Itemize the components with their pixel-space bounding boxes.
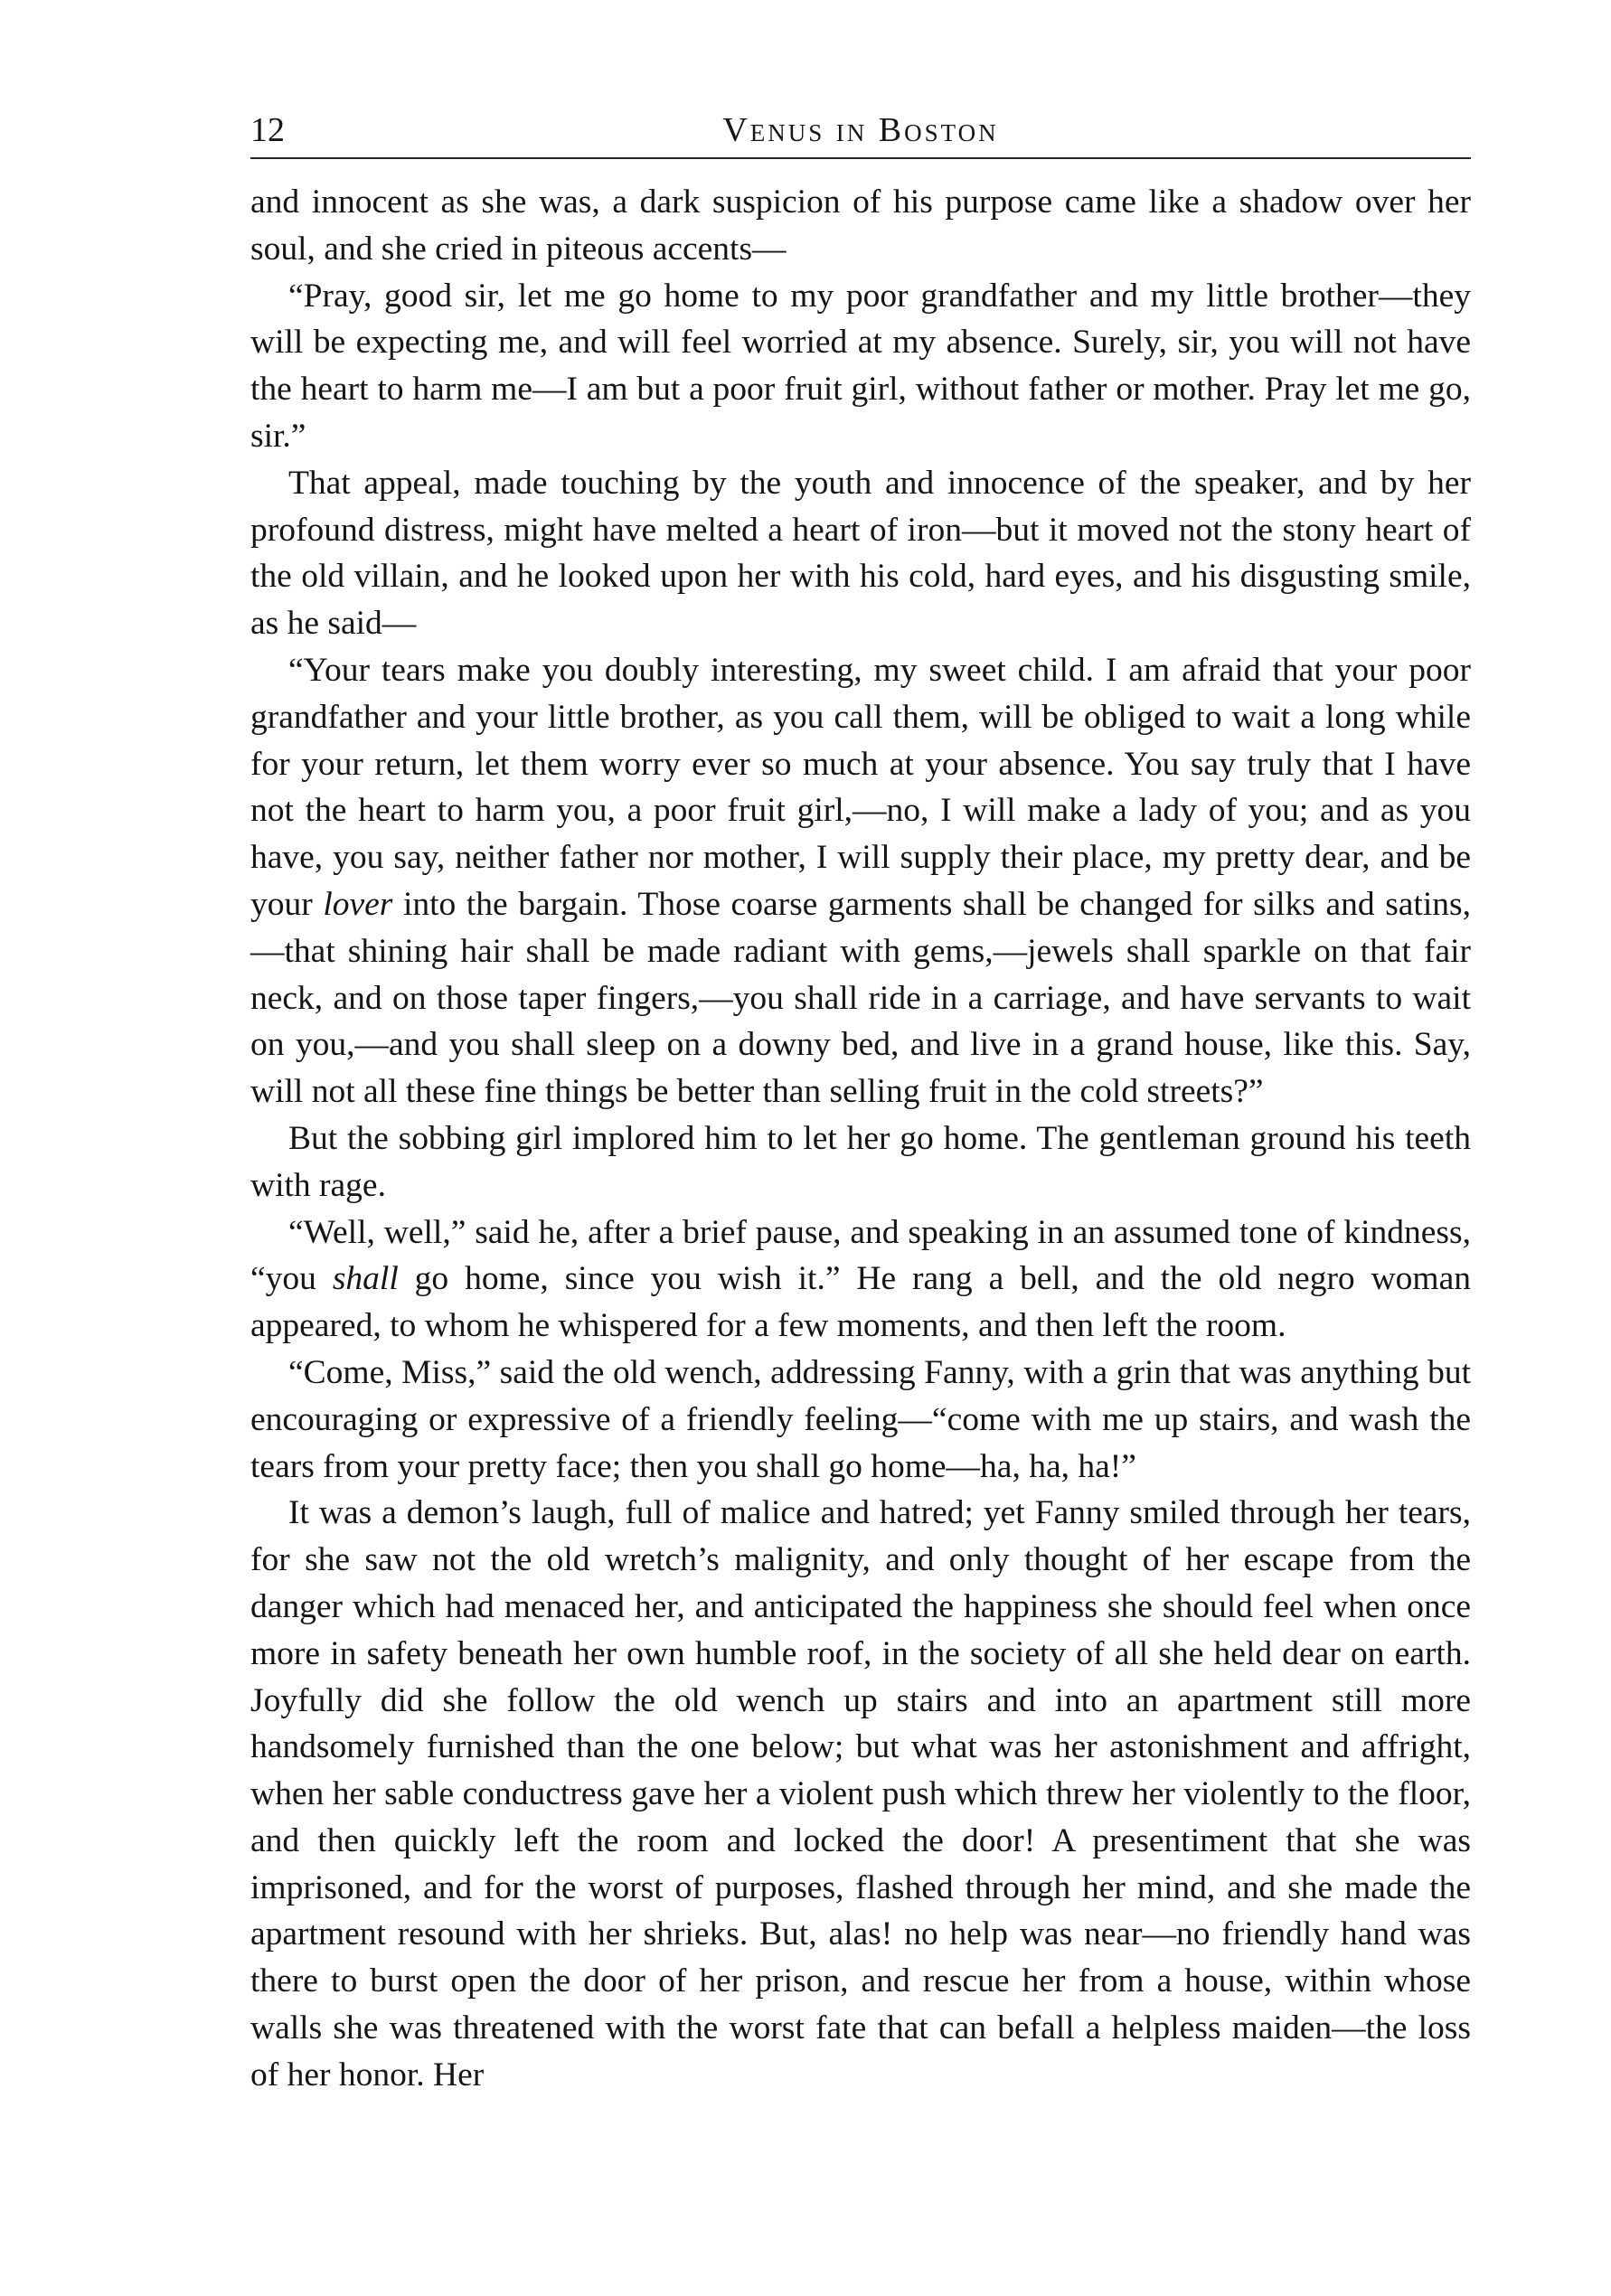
- paragraph-text: go home, since you wish it.” He rang a bell, and the old negro woman appeared, to whom he whispered for a few moments, and then left the room.: [250, 1260, 1471, 1345]
- paragraph: [250, 179, 1471, 273]
- paragraph: [250, 273, 1471, 460]
- body-text: [250, 179, 1471, 2099]
- paragraph-text: “Come, Miss,” said the old wench, addressing Fanny, with a grin that was anything but encouraging or expressive of a friendly feeling—“come with me up stairs, and wash the tears from your pretty face; then you shall go home—ha, ha, ha!”: [250, 1353, 1471, 1485]
- paragraph: [250, 1490, 1471, 2098]
- paragraph: [250, 1115, 1471, 1209]
- paragraph-text: But the sobbing girl implored him to let her go home. The gentleman ground his teeth with rage.: [250, 1119, 1471, 1204]
- paragraph-text: and innocent as she was, a dark suspicion of his purpose came like a shadow over her soul, and she cried in piteous accents—: [250, 183, 1471, 268]
- paragraph-text: into the bargain. Those coarse garments shall be changed for silks and satins,—that shining hair shall be made radiant with gems,—jewels shall sparkle on that fair neck, and on those taper fingers,—you shall ride in a carriage, and have servants to wait on you,—and you shall sleep on a downy bed, and live in a grand house, like this. Say, will not all these fine things be better than selling fruit in the cold streets?”: [250, 885, 1471, 1111]
- book-title: Venus in Boston: [722, 111, 999, 149]
- paragraph: [250, 1350, 1471, 1490]
- paragraph-text: It was a demon’s laugh, full of malice and hatred; yet Fanny smiled through her tears, for she saw not the old wretch’s malignity, and only thought of her escape from the danger which had menaced her, and anticipated the happiness she should feel when once more in safety beneath her own humble roof, in the society of all she held dear on earth. Joyfully did she follow the old wench up stairs and into an apartment still more handsomely furnished than the one below; but what was her astonishment and affright, when her sable conductress gave her a violent push which threw her violently to the floor, and then quickly left the room and locked the door! A presentiment that she was imprisoned, and for the worst of purposes, flashed through her mind, and she made the apartment resound with her shrieks. But, alas! no help was near—no friendly hand was there to burst open the door of her prison, and rescue her from a house, within whose walls she was threatened with the worst fate that can befall a helpless maiden—the loss of her honor. Her: [250, 1494, 1471, 2094]
- page-number: 12: [250, 111, 285, 149]
- paragraph-text: “Pray, good sir, let me go home to my poor grandfather and my little brother—they will be expecting me, and will feel worried at my absence. Surely, sir, you will not have the heart to harm me—I am but a poor fruit girl, without father or mother. Pray let me go, sir.”: [250, 277, 1471, 455]
- paragraph: [250, 460, 1471, 647]
- paragraph-text: “Well, well,” said he, after a brief pause, and speaking in an assumed tone of kindness, “you: [250, 1213, 1471, 1298]
- paragraph-text: “Your tears make you doubly interesting, my sweet child. I am afraid that your poor grandfather and your little brother, as you call them, will be obliged to wait a long while for your return, let them worry ever so much at your absence. You say truly that I have not the heart to harm you, a poor fruit girl,—no, I will make a lady of you; and as you have, you say, neither father nor mother, I will supply their place, my pretty dear, and be your: [250, 651, 1471, 923]
- italic-text: shall: [332, 1260, 399, 1298]
- paragraph-text: That appeal, made touching by the youth and innocence of the speaker, and by her profound distress, might have melted a heart of iron—but it moved not the stony heart of the old villain, and he looked upon her with his cold, hard eyes, and his disgusting smile, as he said—: [250, 464, 1471, 643]
- running-head: [250, 107, 1471, 159]
- paragraph: [250, 647, 1471, 1115]
- paragraph: [250, 1209, 1471, 1350]
- italic-text: lover: [323, 885, 393, 923]
- book-page: [250, 0, 1471, 2296]
